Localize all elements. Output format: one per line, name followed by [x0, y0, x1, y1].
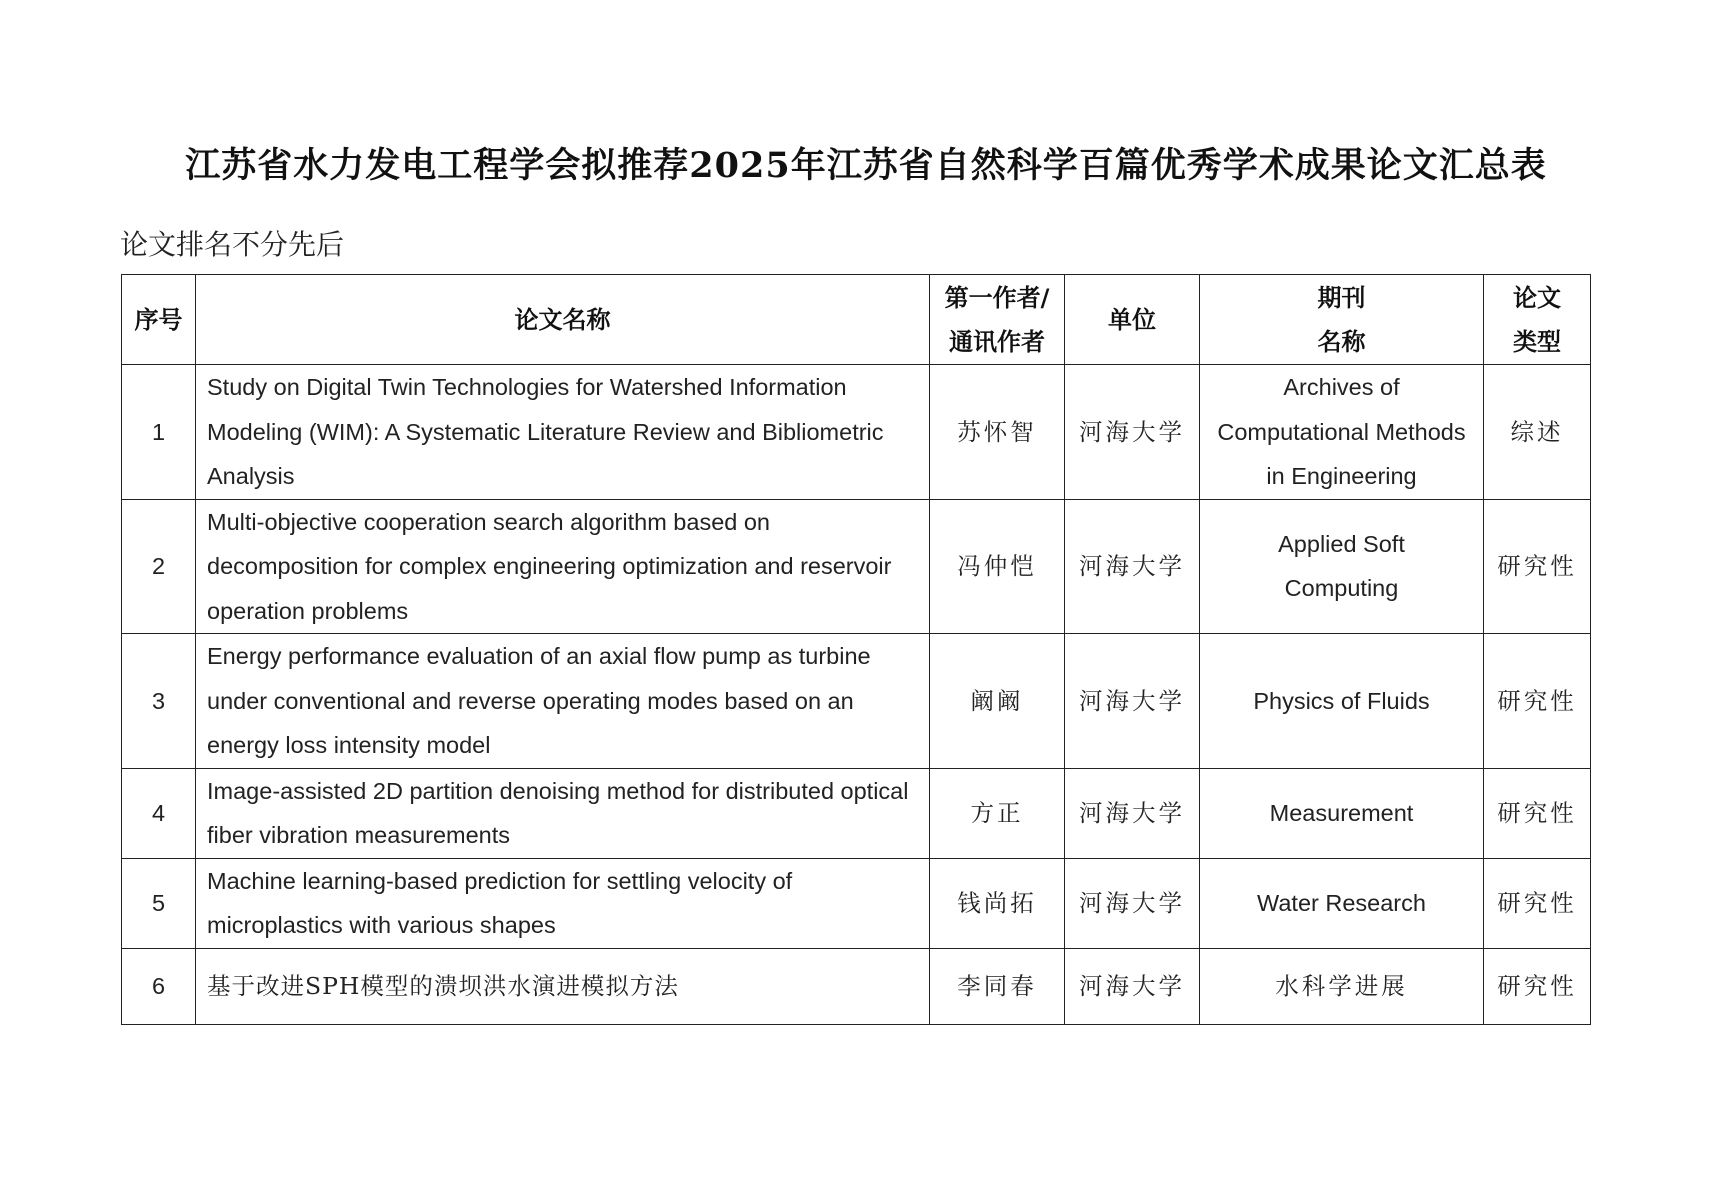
row-unit: 河海大学	[1065, 768, 1200, 858]
row-journal: 水科学进展	[1200, 948, 1484, 1024]
header-author	[930, 275, 1065, 365]
header-journal-line2: 名称	[1317, 327, 1366, 356]
table-row	[122, 365, 1591, 500]
row-unit: 河海大学	[1065, 634, 1200, 769]
row-paper-name: Image-assisted 2D partition denoising method for distributed optical fiber vibration measurements	[196, 768, 930, 858]
header-author-line2: 通讯作者	[949, 327, 1045, 356]
header-index: 序号	[122, 275, 196, 365]
row-unit: 河海大学	[1065, 365, 1200, 500]
header-journal-line1: 期刊	[1317, 283, 1366, 312]
row-paper-name: Machine learning-based prediction for settling velocity of microplastics with various shapes	[196, 858, 930, 948]
row-index: 2	[122, 499, 196, 634]
table-row	[122, 499, 1591, 634]
table-header-row	[122, 275, 1591, 365]
row-author: 李同春	[930, 948, 1065, 1024]
document-subtitle: 论文排名不分先后	[120, 228, 345, 261]
row-type: 研究性	[1484, 634, 1591, 769]
row-paper-name: 基于改进SPH模型的溃坝洪水演进模拟方法	[196, 948, 930, 1024]
row-paper-name: Study on Digital Twin Technologies for Watershed Information Modeling (WIM): A Systematic Literature Review and Bibliometric Analysis	[196, 365, 930, 500]
row-journal: Archives of Computational Methods in Engineering	[1200, 365, 1484, 500]
row-type: 综述	[1484, 365, 1591, 500]
header-author-line1: 第一作者/	[944, 283, 1050, 312]
row-index: 6	[122, 948, 196, 1024]
row-paper-name: Energy performance evaluation of an axial flow pump as turbine under conventional and reverse operating modes based on an energy loss intensity model	[196, 634, 930, 769]
header-type	[1484, 275, 1591, 365]
table-row	[122, 768, 1591, 858]
header-type-line2: 类型	[1513, 327, 1561, 356]
row-author: 苏怀智	[930, 365, 1065, 500]
row-unit: 河海大学	[1065, 499, 1200, 634]
row-author: 冯仲恺	[930, 499, 1065, 634]
row-paper-name: Multi-objective cooperation search algorithm based on decomposition for complex engineering optimization and reservoir operation problems	[196, 499, 930, 634]
table-row	[122, 634, 1591, 769]
header-unit: 单位	[1065, 275, 1200, 365]
row-index: 3	[122, 634, 196, 769]
row-author: 钱尚拓	[930, 858, 1065, 948]
table-row	[122, 948, 1591, 1024]
row-type: 研究性	[1484, 948, 1591, 1024]
document-title: 江苏省水力发电工程学会拟推荐2025年江苏省自然科学百篇优秀学术成果论文汇总表	[185, 145, 1547, 186]
header-name: 论文名称	[196, 275, 930, 365]
row-index: 5	[122, 858, 196, 948]
row-author: 方正	[930, 768, 1065, 858]
row-journal: Measurement	[1200, 768, 1484, 858]
row-author: 阚阚	[930, 634, 1065, 769]
header-journal	[1200, 275, 1484, 365]
row-journal: Physics of Fluids	[1200, 634, 1484, 769]
row-unit: 河海大学	[1065, 948, 1200, 1024]
table-row	[122, 858, 1591, 948]
row-index: 1	[122, 365, 196, 500]
header-type-line1: 论文	[1513, 283, 1561, 312]
row-journal: Applied Soft Computing	[1200, 499, 1484, 634]
row-journal: Water Research	[1200, 858, 1484, 948]
papers-table	[121, 274, 1591, 1025]
row-index: 4	[122, 768, 196, 858]
row-type: 研究性	[1484, 858, 1591, 948]
row-type: 研究性	[1484, 499, 1591, 634]
row-unit: 河海大学	[1065, 858, 1200, 948]
row-type: 研究性	[1484, 768, 1591, 858]
